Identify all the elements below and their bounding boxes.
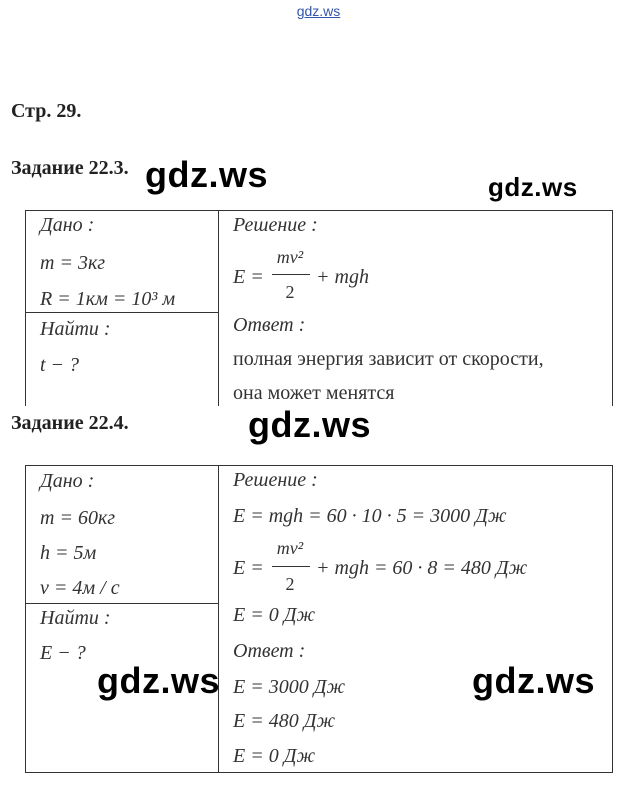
- task2-right-border: [612, 465, 613, 773]
- task2-left-border: [25, 465, 26, 773]
- task2-line-1: E = mgh = 60 · 10 · 5 = 3000 Дж: [233, 505, 507, 527]
- task1-given-mass: m = 3кг: [40, 252, 106, 274]
- task2-answer-1: E = 3000 Дж: [233, 676, 346, 698]
- task1-answer-line-1: полная энергия зависит от скорости,: [233, 348, 544, 370]
- task1-left-border: [25, 210, 26, 406]
- task2-formula-numerator: mv²: [276, 538, 304, 558]
- watermark-3: gdz.ws: [248, 404, 372, 445]
- task1-solution-label: Решение :: [233, 214, 318, 236]
- task2-fraction-bar: [272, 566, 310, 567]
- task1-divider: [218, 210, 219, 406]
- task2-bottom-border: [25, 772, 613, 773]
- task2-title: Задание 22.4.: [11, 412, 129, 434]
- task1-right-border: [612, 210, 613, 406]
- task2-given-height: h = 5м: [40, 542, 97, 564]
- task1-formula-lhs: E =: [233, 266, 264, 288]
- task1-find: t − ?: [40, 354, 80, 376]
- task1-answer-label: Ответ :: [233, 314, 306, 336]
- task2-answer-label: Ответ :: [233, 640, 306, 662]
- task2-answer-2: E = 480 Дж: [233, 710, 336, 732]
- task2-formula-denominator: 2: [285, 574, 295, 594]
- task1-title: Задание 22.3.: [11, 157, 129, 179]
- task2-answer-3: E = 0 Дж: [233, 745, 316, 767]
- task2-top-border: [25, 465, 613, 466]
- task2-given-separator: [25, 603, 219, 604]
- task2-solution-label: Решение :: [233, 469, 318, 491]
- task1-answer-line-2: она может менятся: [233, 382, 395, 404]
- task1-formula-denominator: 2: [285, 282, 295, 302]
- task1-given-radius: R = 1км = 10³ м: [40, 288, 176, 310]
- watermark-5: gdz.ws: [472, 660, 596, 701]
- watermark-4: gdz.ws: [97, 660, 221, 701]
- task2-given-mass: m = 60кг: [40, 507, 116, 529]
- task2-find: E − ?: [40, 642, 86, 664]
- watermark-2: gdz.ws: [488, 172, 578, 202]
- task1-top-border: [25, 210, 613, 211]
- task1-formula-rhs: + mgh: [316, 266, 369, 288]
- task2-formula-lhs: E =: [233, 557, 264, 579]
- watermark-1: gdz.ws: [145, 154, 269, 195]
- task1-given-separator: [25, 312, 219, 313]
- task2-find-label: Найти :: [40, 607, 111, 629]
- task2-divider: [218, 465, 219, 773]
- task1-fraction-bar: [272, 274, 310, 275]
- task1-find-label: Найти :: [40, 318, 111, 340]
- top-watermark-link[interactable]: gdz.ws: [296, 3, 341, 19]
- task2-formula-rhs: + mgh = 60 · 8 = 480 Дж: [316, 557, 528, 579]
- task1-given-label: Дано :: [40, 214, 95, 236]
- task2-given-label: Дано :: [40, 470, 95, 492]
- task1-formula-numerator: mv²: [276, 247, 304, 267]
- task2-line-3: E = 0 Дж: [233, 604, 316, 626]
- task2-given-velocity: v = 4м / с: [40, 577, 120, 599]
- page-label: Стр. 29.: [11, 100, 82, 122]
